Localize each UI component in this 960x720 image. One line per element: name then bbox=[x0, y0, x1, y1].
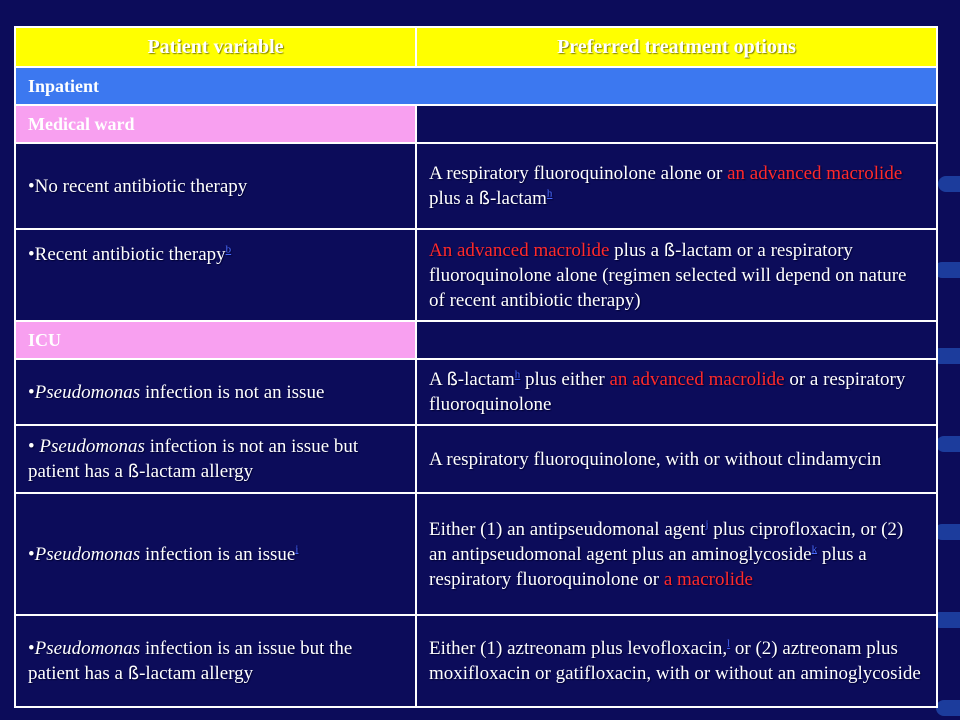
header-row bbox=[15, 27, 937, 67]
subsection-empty-cell bbox=[416, 321, 937, 359]
footnote-link[interactable]: b bbox=[225, 243, 232, 256]
header-patient-variable: Patient variable bbox=[15, 27, 416, 67]
treatment-cell: A respiratory fluoroquinolone alone or an advanced macrolide plus a ß-lactam$^h$ bbox=[416, 143, 937, 229]
treatment-cell: Either (1) an antipseudomonal agent$^j$ plus ciprofloxacin, or (2) an antipseudomonal agent plus an aminoglycoside$^k$ plus a respiratory fluoroquinolone or a macrolide bbox=[416, 493, 937, 615]
table-row bbox=[15, 425, 937, 493]
table-row bbox=[15, 493, 937, 615]
footnote-link[interactable]: i bbox=[295, 543, 299, 556]
subsection-icu: ICU bbox=[15, 321, 416, 359]
subsection-empty-cell bbox=[416, 105, 937, 143]
footnote-link[interactable]: l bbox=[727, 637, 731, 650]
condition-cell: •Pseudomonas infection is not an issue bbox=[15, 359, 416, 425]
treatment-table bbox=[14, 26, 938, 708]
subsection-row-icu bbox=[15, 321, 937, 359]
table-row bbox=[15, 143, 937, 229]
table-row bbox=[15, 229, 937, 321]
condition-cell: • Pseudomonas infection is not an issue but patient has a ß-lactam allergy bbox=[15, 425, 416, 493]
footnote-link[interactable]: h bbox=[546, 187, 553, 200]
treatment-cell: A ß-lactam$^h$ plus either an advanced macrolide or a respiratory fluoroquinolone bbox=[416, 359, 937, 425]
condition-cell: •No recent antibiotic therapy bbox=[15, 143, 416, 229]
table-row bbox=[15, 615, 937, 707]
condition-cell: •Pseudomonas infection is an issue$^i$ bbox=[15, 493, 416, 615]
subsection-row-ward bbox=[15, 105, 937, 143]
treatment-cell: Either (1) aztreonam plus levofloxacin,$^l$ or (2) aztreonam plus moxifloxacin or gatifloxacin, with or without an aminoglycoside bbox=[416, 615, 937, 707]
condition-cell: •Recent antibiotic therapy$^b$ bbox=[15, 229, 416, 321]
footnote-link[interactable]: j bbox=[705, 518, 709, 531]
header-treatment-options: Preferred treatment options bbox=[416, 27, 937, 67]
table-row bbox=[15, 359, 937, 425]
footnote-link[interactable]: k bbox=[811, 543, 818, 556]
treatment-cell: An advanced macrolide plus a ß-lactam or a respiratory fluoroquinolone alone (regimen selected will depend on nature of recent antibiotic therapy) bbox=[416, 229, 937, 321]
footnote-link[interactable]: h bbox=[514, 368, 521, 381]
condition-cell: •Pseudomonas infection is an issue but the patient has a ß-lactam allergy bbox=[15, 615, 416, 707]
treatment-cell: A respiratory fluoroquinolone, with or without clindamycin bbox=[416, 425, 937, 493]
subsection-medical-ward: Medical ward bbox=[15, 105, 416, 143]
section-inpatient: Inpatient bbox=[15, 67, 937, 105]
section-row-inpatient bbox=[15, 67, 937, 105]
